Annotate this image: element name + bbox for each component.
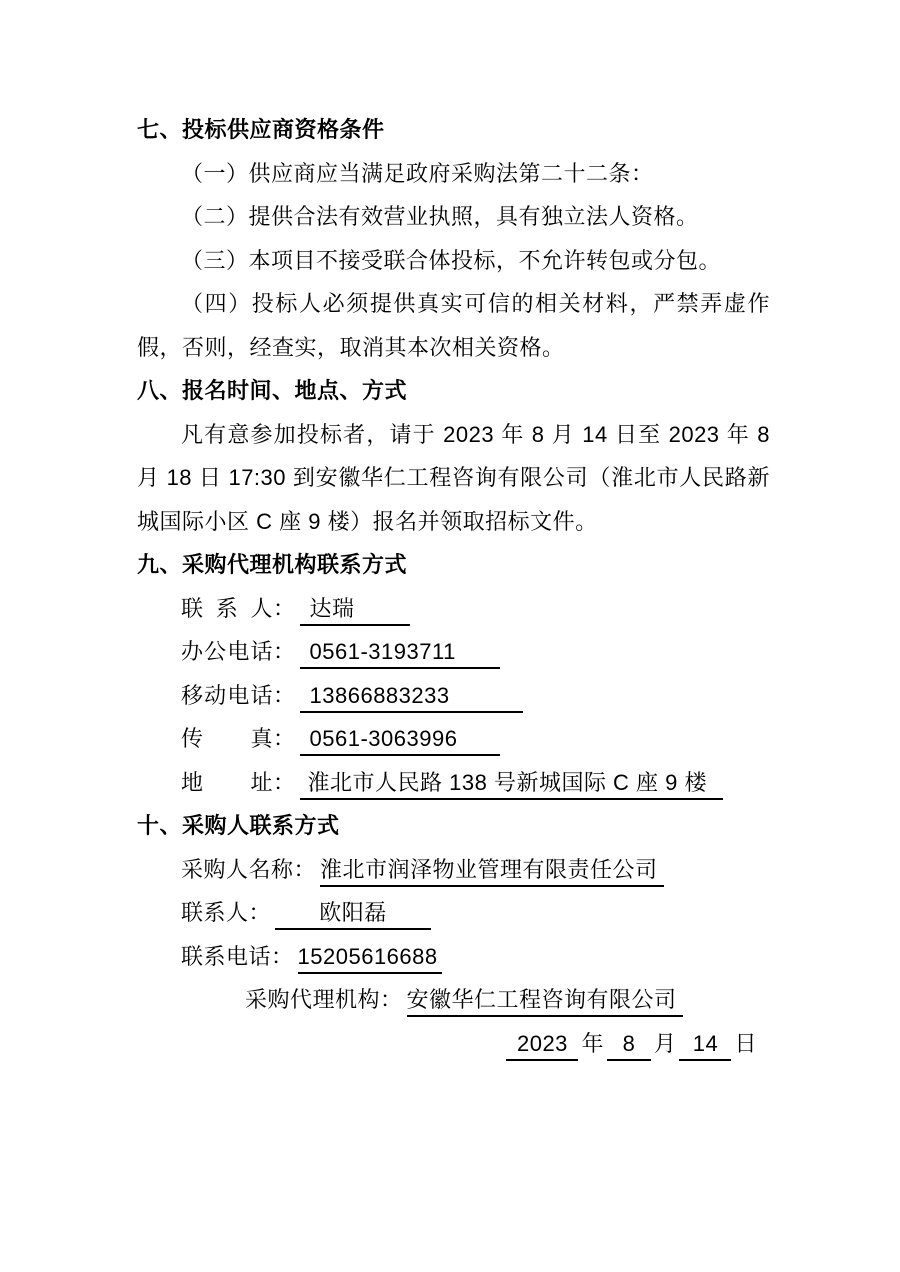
- section10-heading: 十、采购人联系方式: [137, 813, 340, 838]
- buyer-contact-person-row: [137, 891, 770, 935]
- colon: ：: [273, 595, 296, 621]
- agency-fax-row: [137, 717, 770, 761]
- buyer-phone-value: 15205616688: [298, 941, 442, 974]
- section8-body: 凡有意参加投标者，请于 2023 年 8 月 14 日至 2023 年 8 月 18 日 17:30 到安徽华仁工程咨询有限公司（淮北市人民路新城国际小区 C 座 9 楼）报名并领取招标文件。: [137, 421, 770, 534]
- agency-mobile-phone-label: 移动电话: [181, 682, 273, 708]
- footer-date-year-unit: 年: [581, 1030, 604, 1056]
- agency-address-row: [137, 761, 770, 805]
- agency-address-label: 地址: [181, 769, 273, 795]
- section7-item-3: （三）本项目不接受联合体投标，不允许转包或分包。: [181, 247, 722, 273]
- buyer-phone-row: [137, 935, 770, 979]
- agency-mobile-phone-value: 13866883233: [300, 680, 523, 713]
- footer-date-year: 2023: [506, 1028, 578, 1061]
- agency-office-phone-value: 0561-3193711: [300, 636, 500, 669]
- footer-agency-name: 安徽华仁工程咨询有限公司: [407, 984, 683, 1017]
- footer-date-month-unit: 月: [653, 1030, 677, 1056]
- agency-contact-person-value: 达瑞: [300, 593, 410, 626]
- section7-item-4: （四）投标人必须提供真实可信的相关材料，严禁弄虚作假，否则，经查实，取消其本次相关资格。: [137, 291, 770, 360]
- footer-date-day-unit: 日: [734, 1030, 757, 1056]
- colon: ：: [273, 769, 296, 795]
- agency-office-phone-label: 办公电话: [181, 639, 273, 664]
- colon: ：: [273, 639, 296, 664]
- buyer-name-label: 采购人名称: [181, 856, 294, 882]
- agency-office-phone-row: [137, 630, 770, 674]
- section7-heading: 七、投标供应商资格条件: [137, 117, 385, 142]
- colon: ：: [273, 682, 296, 708]
- agency-contact-person-row: [137, 587, 770, 631]
- footer-date-month: 8: [607, 1028, 651, 1061]
- section8-heading: 八、报名时间、地点、方式: [137, 378, 408, 403]
- agency-address-value: 淮北市人民路 138 号新城国际 C 座 9 楼: [300, 767, 724, 800]
- agency-mobile-phone-row: [137, 674, 770, 718]
- colon: ：: [271, 943, 294, 969]
- buyer-name-row: [137, 848, 770, 892]
- buyer-phone-label: 联系电话: [181, 943, 272, 969]
- colon: ：: [293, 856, 317, 882]
- buyer-name-value: 淮北市润泽物业管理有限责任公司: [320, 854, 664, 887]
- agency-contact-person-label: 联系人: [181, 595, 273, 621]
- footer-date-line: [137, 1022, 770, 1066]
- footer-date-day: 14: [679, 1028, 731, 1061]
- section7-item-2: （二）提供合法有效营业执照，具有独立法人资格。: [181, 204, 699, 229]
- agency-fax-value: 0561-3063996: [300, 723, 500, 756]
- footer-agency-label: 采购代理机构: [245, 987, 381, 1012]
- section7-item-1: （一）供应商应当满足政府采购法第二十二条：: [181, 160, 654, 186]
- buyer-contact-person-value: 欧阳磊: [275, 897, 431, 930]
- section9-heading: 九、采购代理机构联系方式: [137, 552, 408, 577]
- colon: ：: [380, 987, 403, 1012]
- colon: ：: [248, 900, 272, 925]
- agency-fax-label: 传真: [181, 726, 273, 751]
- buyer-contact-person-label: 联系人: [181, 900, 249, 925]
- colon: ：: [273, 726, 296, 751]
- footer-agency-line: [137, 978, 770, 1022]
